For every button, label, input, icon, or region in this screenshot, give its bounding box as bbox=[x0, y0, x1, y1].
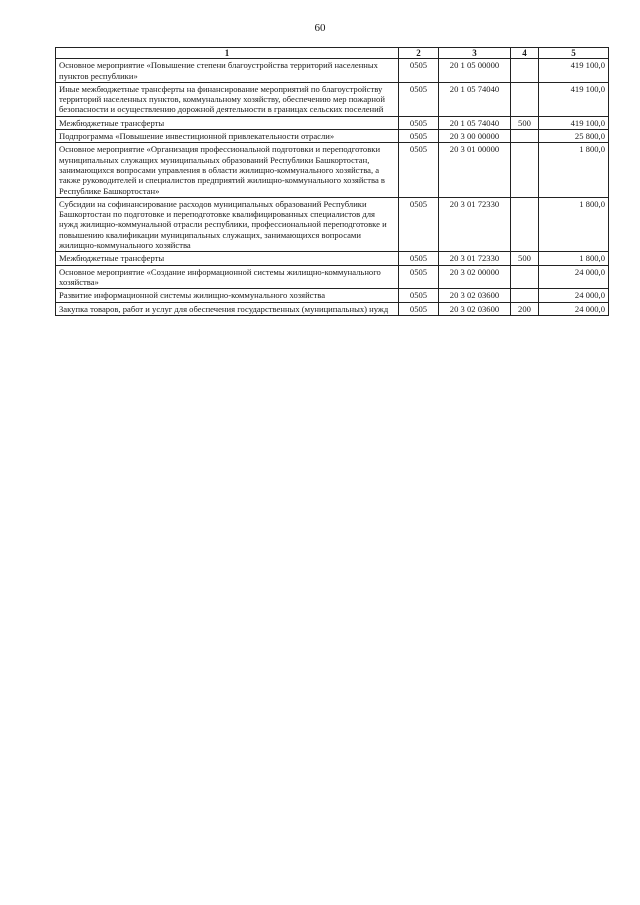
row-target-code: 20 3 02 03600 bbox=[439, 302, 511, 315]
table-row bbox=[56, 252, 609, 265]
table-row bbox=[56, 116, 609, 129]
row-section-code: 0505 bbox=[399, 252, 439, 265]
table-row bbox=[56, 302, 609, 315]
row-target-code: 20 3 01 00000 bbox=[439, 143, 511, 197]
row-amount: 1 800,0 bbox=[539, 197, 609, 251]
row-target-code: 20 3 02 00000 bbox=[439, 265, 511, 289]
row-expense-type bbox=[511, 197, 539, 251]
row-expense-type: 200 bbox=[511, 302, 539, 315]
row-section-code: 0505 bbox=[399, 116, 439, 129]
table-row bbox=[56, 143, 609, 197]
header-col-4: 4 bbox=[511, 48, 539, 59]
row-name: Основное мероприятие «Создание информационной системы жилищно-коммунального хозяйства» bbox=[56, 265, 399, 289]
table-header bbox=[56, 48, 609, 59]
table-row bbox=[56, 130, 609, 143]
row-section-code: 0505 bbox=[399, 82, 439, 116]
row-name: Межбюджетные трансферты bbox=[56, 252, 399, 265]
row-name: Подпрограмма «Повышение инвестиционной привлекательности отрасли» bbox=[56, 130, 399, 143]
row-section-code: 0505 bbox=[399, 143, 439, 197]
row-target-code: 20 1 05 74040 bbox=[439, 116, 511, 129]
row-section-code: 0505 bbox=[399, 130, 439, 143]
header-row bbox=[56, 48, 609, 59]
table-row bbox=[56, 59, 609, 83]
row-amount: 24 000,0 bbox=[539, 302, 609, 315]
row-amount: 24 000,0 bbox=[539, 289, 609, 302]
header-col-2: 2 bbox=[399, 48, 439, 59]
page-number: 60 bbox=[314, 22, 326, 34]
header-col-1: 1 bbox=[56, 48, 399, 59]
table-row bbox=[56, 82, 609, 116]
row-name: Развитие информационной системы жилищно-коммунального хозяйства bbox=[56, 289, 399, 302]
row-amount: 419 100,0 bbox=[539, 82, 609, 116]
row-expense-type bbox=[511, 289, 539, 302]
row-expense-type bbox=[511, 143, 539, 197]
budget-table bbox=[55, 47, 609, 316]
row-target-code: 20 3 02 03600 bbox=[439, 289, 511, 302]
row-expense-type bbox=[511, 82, 539, 116]
row-expense-type: 500 bbox=[511, 116, 539, 129]
row-name: Закупка товаров, работ и услуг для обеспечения государственных (муниципальных) нужд bbox=[56, 302, 399, 315]
row-section-code: 0505 bbox=[399, 302, 439, 315]
row-name: Основное мероприятие «Организация профессиональной подготовки и переподготовки муниципальных служащих муниципальных образований Республики Башкортостан, занимающихся вопросами управления в области жилищно-коммунального хозяйства, а также руководителей и специалистов предприятий жилищно-коммунального хозяйства в Республике Башкортостан» bbox=[56, 143, 399, 197]
row-target-code: 20 3 00 00000 bbox=[439, 130, 511, 143]
row-expense-type bbox=[511, 130, 539, 143]
row-name: Иные межбюджетные трансферты на финансирование мероприятий по благоустройству территорий населенных пунктов, коммунальному хозяйству, обеспечению мер пожарной безопасности и осуществлению дорожной деятельности в границах сельских поселений bbox=[56, 82, 399, 116]
table-row bbox=[56, 289, 609, 302]
header-col-5: 5 bbox=[539, 48, 609, 59]
row-target-code: 20 3 01 72330 bbox=[439, 197, 511, 251]
row-amount: 419 100,0 bbox=[539, 59, 609, 83]
row-name: Субсидии на софинансирование расходов муниципальных образований Республики Башкортостан по подготовке и переподготовке квалифицированных специалистов для нужд жилищно-коммунальной отрасли республики, профессиональной переподготовке и повышению квалификации муниципальных служащих, занимающихся вопросами жилищно-коммунального хозяйства bbox=[56, 197, 399, 251]
row-amount: 24 000,0 bbox=[539, 265, 609, 289]
row-amount: 419 100,0 bbox=[539, 116, 609, 129]
row-amount: 1 800,0 bbox=[539, 252, 609, 265]
row-expense-type: 500 bbox=[511, 252, 539, 265]
table-body bbox=[56, 59, 609, 316]
row-target-code: 20 1 05 00000 bbox=[439, 59, 511, 83]
row-amount: 25 800,0 bbox=[539, 130, 609, 143]
table-row bbox=[56, 197, 609, 251]
table-row bbox=[56, 265, 609, 289]
row-section-code: 0505 bbox=[399, 265, 439, 289]
row-target-code: 20 1 05 74040 bbox=[439, 82, 511, 116]
row-section-code: 0505 bbox=[399, 289, 439, 302]
row-target-code: 20 3 01 72330 bbox=[439, 252, 511, 265]
row-name: Основное мероприятие «Повышение степени благоустройства территорий населенных пунктов республики» bbox=[56, 59, 399, 83]
row-section-code: 0505 bbox=[399, 197, 439, 251]
row-expense-type bbox=[511, 59, 539, 83]
row-name: Межбюджетные трансферты bbox=[56, 116, 399, 129]
row-amount: 1 800,0 bbox=[539, 143, 609, 197]
row-expense-type bbox=[511, 265, 539, 289]
header-col-3: 3 bbox=[439, 48, 511, 59]
row-section-code: 0505 bbox=[399, 59, 439, 83]
